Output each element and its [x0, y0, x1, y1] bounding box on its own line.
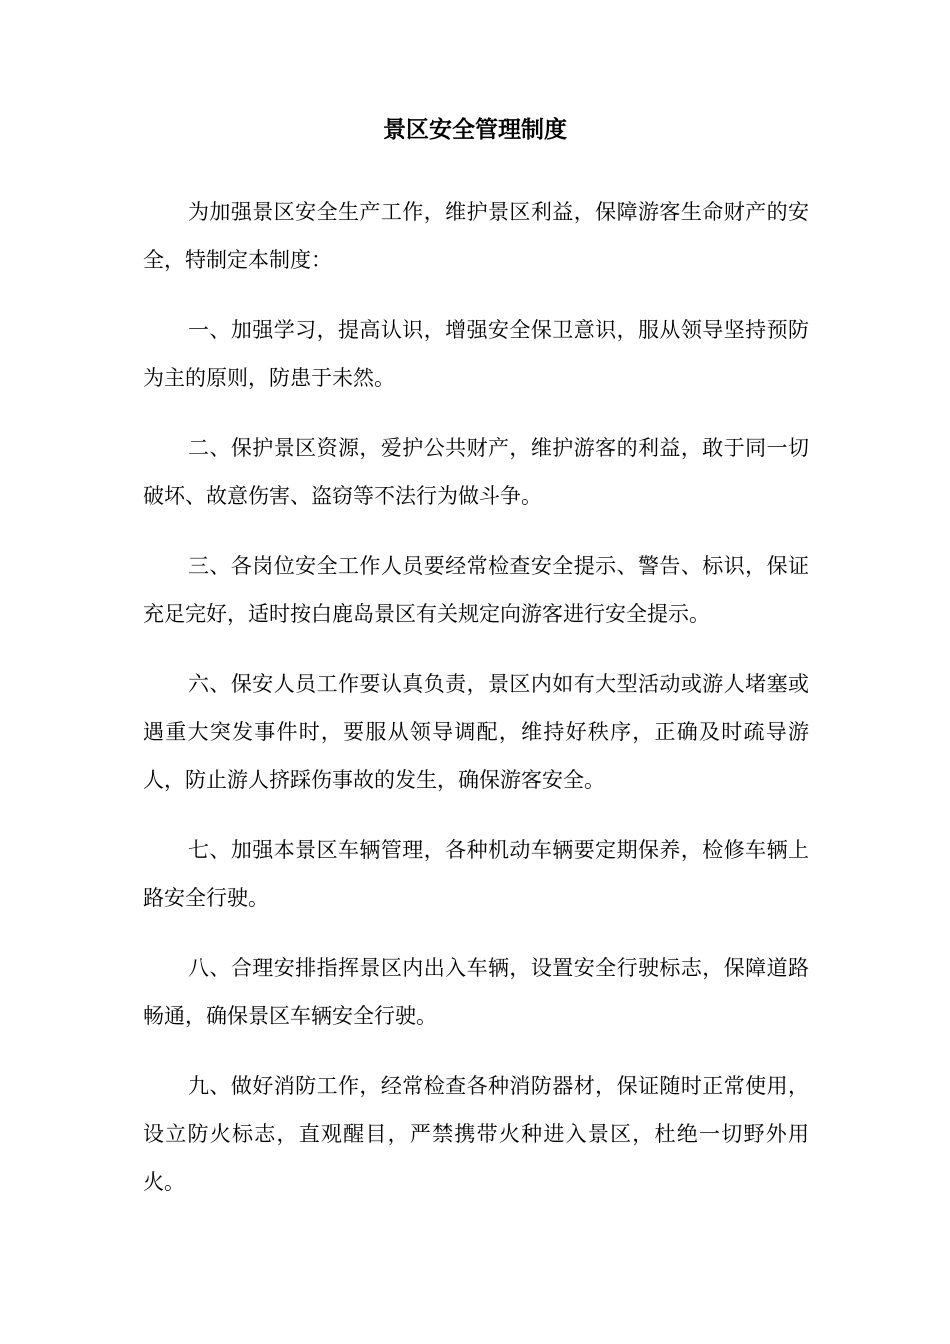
paragraph-item-3: 三、各岗位安全工作人员要经常检查安全提示、警告、标识，保证充足完好，适时按白鹿岛景区有关规定向游客进行安全提示。 — [143, 554, 809, 626]
document-body — [143, 188, 809, 1228]
paragraph-item-1: 一、加强学习，提高认识，增强安全保卫意识，服从领导坚持预防为主的原则，防患于未然。 — [143, 318, 809, 390]
paragraph-item-7: 七、加强本景区车辆管理，各种机动车辆要定期保养，检修车辆上路安全行驶。 — [143, 838, 809, 910]
paragraph-item-9: 九、做好消防工作，经常检查各种消防器材，保证随时正常使用，设立防火标志，直观醒目，严禁携带火种进入景区，杜绝一切野外用火。 — [143, 1074, 809, 1194]
paragraph-item-8: 八、合理安排指挥景区内出入车辆，设置安全行驶标志，保障道路畅通，确保景区车辆安全行驶。 — [143, 956, 809, 1028]
paragraph-item-2: 二、保护景区资源，爱护公共财产，维护游客的利益，敢于同一切破坏、故意伤害、盗窃等不法行为做斗争。 — [143, 436, 809, 508]
document-title: 景区安全管理制度 — [383, 117, 567, 143]
paragraph-item-6: 六、保安人员工作要认真负责，景区内如有大型活动或游人堵塞或遇重大突发事件时，要服从领导调配，维持好秩序，正确及时疏导游人，防止游人挤踩伤事故的发生，确保游客安全。 — [143, 672, 809, 792]
paragraph-intro: 为加强景区安全生产工作，维护景区利益，保障游客生命财产的安全，特制定本制度： — [143, 200, 809, 272]
